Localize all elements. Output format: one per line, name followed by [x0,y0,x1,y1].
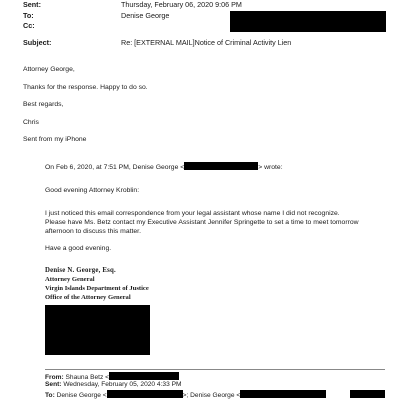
redaction-block [45,305,150,355]
forwarded-sent [45,381,181,388]
redaction-block [230,11,386,32]
redaction-block [350,390,385,398]
to-label: To: [23,11,34,20]
quoted-para-line1: I just noticed this email correspondence from your legal assistant whose name I did not recognize. [45,210,340,217]
forwarded-to-value-2: >; Denise George < [182,392,241,399]
forwarded-sent-label: Sent: [45,381,62,388]
forwarded-to-value-1: Denise George < [56,392,107,399]
subject-label: Subject: [23,38,52,47]
quoted-sign-off: Have a good evening. [45,245,112,252]
reply-closing: Best regards, [23,101,64,108]
forwarded-from-label: From: [45,374,64,381]
separator-line [45,369,385,370]
redaction-block [184,162,258,170]
subject-value: Re: [EXTERNAL MAIL]Notice of Criminal Activity Lien [121,38,292,47]
sent-value: Thursday, February 06, 2020 9:06 PM [121,0,242,9]
signature-name: Denise N. George, Esq. [45,267,116,274]
to-value: Denise George [121,11,170,20]
redaction-block [240,390,326,398]
signature-dept: Virgin Islands Department of Justice [45,285,149,292]
quoted-para-line2: Please have Ms. Betz contact my Executive Assistant Jennifer Springette to set a time to meet tomorrow [45,219,359,226]
signature-title: Attorney General [45,276,95,283]
reply-device: Sent from my iPhone [23,136,87,143]
quoted-greeting: Good evening Attorney Kroblin: [45,187,140,194]
forwarded-to-label: To: [45,392,55,399]
quoted-para-line3: afternoon to discuss this matter. [45,228,141,235]
quoted-intro-prefix: On Feb 6, 2020, at 7:51 PM, Denise George < [45,164,185,171]
forwarded-sent-value: Wednesday, February 05, 2020 4:33 PM [63,381,182,388]
quoted-intro-suffix: > wrote: [258,164,283,171]
forwarded-from [45,372,179,381]
quoted-intro [45,162,283,172]
reply-greeting: Attorney George, [23,66,75,73]
signature-office: Office of the Attorney General [45,294,131,301]
forwarded-to [45,390,326,399]
redaction-block [107,390,183,398]
reply-name: Chris [23,119,39,126]
sent-label: Sent: [23,0,41,9]
cc-label: Cc: [23,21,35,30]
redaction-block [109,372,179,380]
forwarded-from-value: Shauna Betz < [65,374,109,381]
reply-line: Thanks for the response. Happy to do so. [23,84,148,91]
